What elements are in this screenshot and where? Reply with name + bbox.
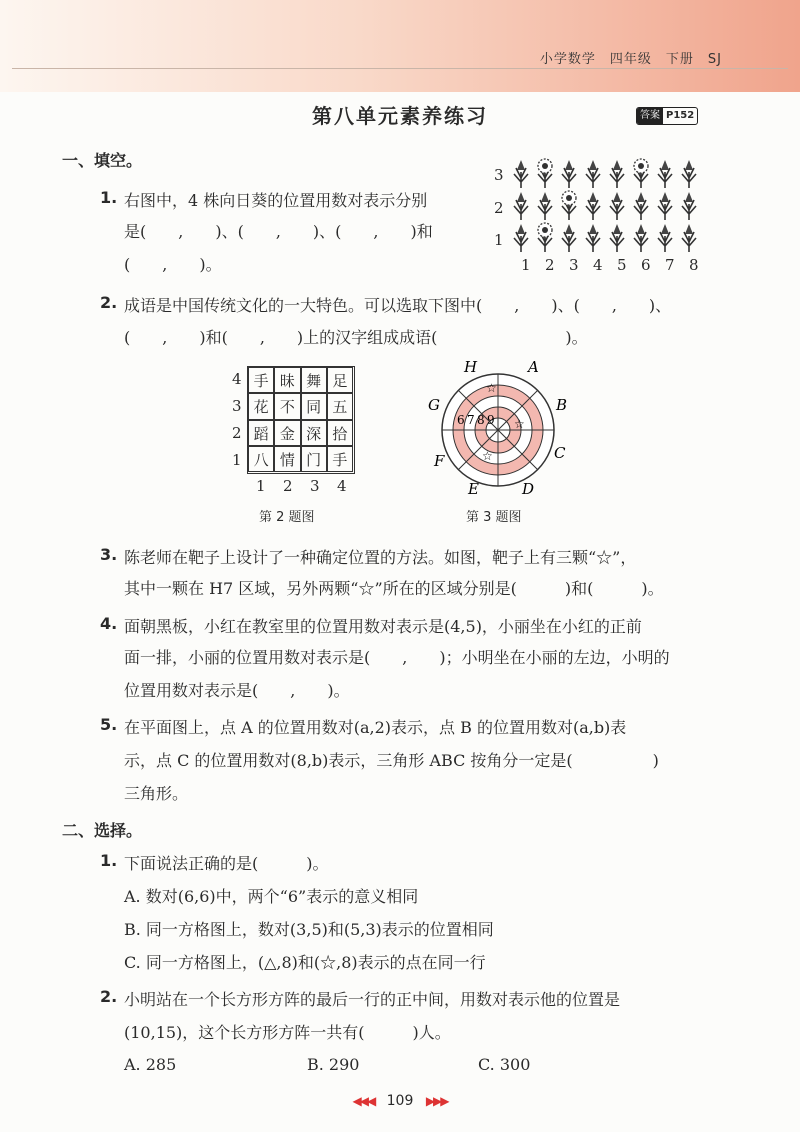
figure-caption-2: 第 2 题图 (259, 510, 315, 525)
grid-row-label: 4 (232, 370, 242, 388)
q1-line-1: 右图中，4 株向日葵的位置用数对表示分别 (124, 191, 428, 210)
q4-line-3: 位置用数对表示是( , )。 (124, 681, 350, 700)
plant-y-label: 2 (494, 199, 504, 217)
q5-line-2: 示，点 C 的位置用数对(8,b)表示，三角形 ABC 按角分一定是( ) (124, 751, 659, 770)
grid-col-label: 3 (310, 477, 320, 495)
grid-char-cell: 花 (248, 393, 274, 419)
grid-char-cell: 昧 (274, 367, 300, 393)
plant-icon (538, 223, 552, 252)
grid-char-cell: 金 (274, 420, 300, 446)
target-svg (420, 358, 580, 508)
s2q1-option-b: B. 同一方格图上，数对(3,5)和(5,3)表示的位置相同 (124, 920, 494, 939)
s2q2-option-a: A. 285 (124, 1055, 177, 1074)
plant-icon (514, 160, 528, 188)
grid-char-cell: 五 (327, 393, 353, 419)
grid-row-label: 1 (232, 451, 242, 469)
grid-char-cell: 门 (301, 446, 327, 472)
header-text: 小学数学 四年级 下册 SJ (539, 52, 722, 67)
grid-char-cell: 情 (274, 446, 300, 472)
q1-line-2: 是( , )、( , )、( , )和 (124, 222, 433, 241)
grid-char-cell: 蹈 (248, 420, 274, 446)
q5-number: 5. (100, 715, 118, 734)
ring-label: 9 (487, 413, 495, 427)
target-star: ☆ (486, 381, 497, 395)
plant-icon (682, 192, 696, 220)
plant-icon (658, 160, 672, 188)
grid-char-cell: 不 (274, 393, 300, 419)
q2-line-2: ( , )和( , )上的汉字组成成语( )。 (124, 328, 588, 347)
ring-label: 6 (457, 413, 465, 427)
figure-caption-3: 第 3 题图 (466, 510, 522, 525)
plant-y-label: 1 (494, 231, 504, 249)
plant-rows (508, 158, 718, 258)
plant-x-label: 7 (665, 256, 675, 274)
grid-row-label: 2 (232, 424, 242, 442)
plant-icon (634, 192, 648, 220)
ring-label: 7 (467, 413, 475, 427)
s2q2-option-c: C. 300 (478, 1055, 531, 1074)
q4-line-2: 面一排，小丽的位置用数对表示是( , )；小明坐在小丽的左边，小明的 (124, 648, 670, 667)
answer-badge (636, 107, 698, 125)
plant-icon (610, 160, 624, 188)
plant-icon (562, 224, 576, 252)
sector-label: C (554, 444, 566, 462)
plant-icon (586, 192, 600, 220)
plant-x-label: 4 (593, 256, 603, 274)
q2-line-1: 成语是中国传统文化的一大特色。可以选取下图中( , )、( , )、 (124, 296, 672, 315)
plant-icon (514, 192, 528, 220)
q4-number: 4. (100, 614, 118, 633)
s2q1-option-a: A. 数对(6,6)中，两个“6”表示的意义相同 (124, 887, 419, 906)
grid-char-cell: 拾 (327, 420, 353, 446)
sector-label: E (468, 480, 479, 498)
target-star: ☆ (482, 449, 493, 463)
plant-icon (538, 159, 552, 188)
s2q2-line-2: (10,15)，这个长方形方阵一共有( )人。 (124, 1023, 451, 1042)
plant-icon (562, 160, 576, 188)
plant-icon (586, 224, 600, 252)
plant-x-label: 6 (641, 256, 651, 274)
plant-icon (514, 224, 528, 252)
q3-line-2: 其中一颗在 H7 区域，另外两颗“☆”所在的区域分别是( )和( )。 (124, 579, 664, 598)
plant-y-label: 3 (494, 166, 504, 184)
sector-label: F (434, 452, 445, 470)
plant-icon (562, 191, 576, 220)
grid-char-cell: 手 (327, 446, 353, 472)
sector-label: A (528, 358, 539, 376)
sector-label: G (428, 396, 440, 414)
plant-x-label: 3 (569, 256, 579, 274)
header-rule (12, 68, 788, 69)
plant-icon (682, 224, 696, 252)
left-arrows-icon: ◀◀◀ (352, 1094, 375, 1108)
sector-label: H (464, 358, 478, 376)
page-title: 第八单元素养练习 (312, 104, 488, 128)
plant-icon (658, 224, 672, 252)
page-number: 109 (386, 1093, 414, 1109)
answer-page: P152 (666, 110, 695, 121)
plant-x-label: 5 (617, 256, 627, 274)
s2q1-option-c: C. 同一方格图上，(△,8)和(☆,8)表示的点在同一行 (124, 953, 486, 972)
grid-col-label: 4 (337, 477, 347, 495)
plant-icon (682, 160, 696, 188)
q5-line-1: 在平面图上，点 A 的位置用数对(a,2)表示，点 B 的位置用数对(a,b)表 (124, 718, 627, 737)
grid-char-cell: 舞 (301, 367, 327, 393)
target-star: ☆ (514, 417, 525, 431)
q1-line-3: ( , )。 (124, 255, 222, 274)
q1-number: 1. (100, 188, 118, 207)
grid-char-cell: 手 (248, 367, 274, 393)
plant-icon (610, 224, 624, 252)
page-footer (0, 1093, 800, 1109)
section-heading-1: 一、填空。 (62, 151, 143, 170)
section-heading-2: 二、选择。 (62, 821, 143, 840)
s2q2-line-1: 小明站在一个长方形方阵的最后一行的正中间，用数对表示他的位置是 (124, 990, 621, 1009)
grid-char-cell: 八 (248, 446, 274, 472)
char-grid-box (247, 366, 355, 474)
sector-label: D (522, 480, 535, 498)
grid-char-cell: 同 (301, 393, 327, 419)
s2q2-number: 2. (100, 987, 118, 1006)
grid-row-label: 3 (232, 397, 242, 415)
q2-number: 2. (100, 293, 118, 312)
plant-icon (586, 160, 600, 188)
header-band (0, 0, 800, 92)
plant-icon (658, 192, 672, 220)
s2q1-stem: 下面说法正确的是( )。 (124, 854, 329, 873)
plant-icon (610, 192, 624, 220)
grid-col-label: 2 (283, 477, 293, 495)
grid-col-label: 1 (256, 477, 266, 495)
plant-icon (634, 159, 648, 188)
plant-icon (538, 192, 552, 220)
q4-line-1: 面朝黑板，小红在教室里的位置用数对表示是(4,5)，小丽坐在小红的正前 (124, 617, 642, 636)
s2q2-option-b: B. 290 (307, 1055, 360, 1074)
plant-icon (634, 224, 648, 252)
q3-number: 3. (100, 545, 118, 564)
ring-label: 8 (477, 413, 485, 427)
q5-line-3: 三角形。 (124, 784, 189, 803)
sector-label: B (556, 396, 568, 414)
grid-char-cell: 足 (327, 367, 353, 393)
grid-char-cell: 深 (301, 420, 327, 446)
right-arrows-icon: ▶▶▶ (425, 1094, 448, 1108)
plant-x-label: 1 (521, 256, 531, 274)
answer-label: 答案 (637, 108, 663, 124)
plant-x-label: 8 (689, 256, 699, 274)
s2q1-number: 1. (100, 851, 118, 870)
plant-x-label: 2 (545, 256, 555, 274)
q3-line-1: 陈老师在靶子上设计了一种确定位置的方法。如图，靶子上有三颗“☆”， (124, 548, 637, 567)
